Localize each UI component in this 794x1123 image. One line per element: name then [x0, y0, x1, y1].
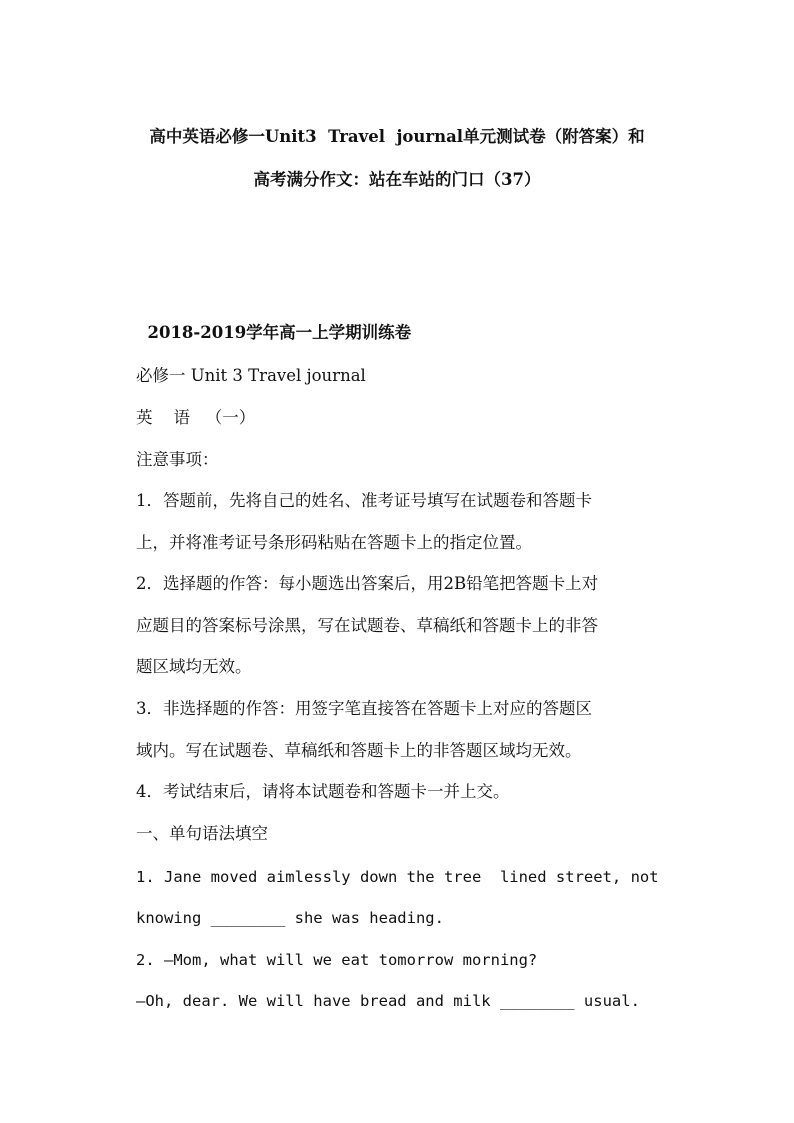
question-2-line-1: 2. —Mom, what will we eat tomorrow morning?: [136, 951, 538, 969]
question-1-line-2: knowing ________ she was heading.: [136, 909, 444, 927]
notice-item-3-line-1: 3．非选择题的作答：用签字笔直接答在答题卡上对应的答题区: [136, 699, 592, 718]
notice-item-4: 4．考试结束后，请将本试题卷和答题卡一并上交。: [136, 782, 510, 801]
document-title-line-1: 高中英语必修一Unit3 Travel journal单元测试卷（附答案）和: [149, 127, 645, 146]
notice-item-3-line-2: 域内。写在试题卷、草稿纸和答题卡上的非答题区域均无效。: [136, 741, 582, 760]
notice-item-2-line-2: 应题目的答案标号涂黑，写在试题卷、草稿纸和答题卡上的非答: [136, 616, 598, 635]
question-2-line-2: —Oh, dear. We will have bread and milk ________ usual.: [136, 992, 640, 1010]
subject-line: 英 语 （一）: [136, 408, 256, 427]
exam-heading: 2018-2019学年高一上学期训练卷: [136, 323, 412, 342]
notice-heading: 注意事项：: [136, 450, 219, 469]
section-heading: 一、单句语法填空: [136, 824, 268, 843]
unit-line: 必修一 Unit 3 Travel journal: [136, 366, 366, 385]
notice-item-1-line-2: 上，并将准考证号条形码粘贴在答题卡上的指定位置。: [136, 533, 532, 552]
question-1-line-1: 1. Jane moved aimlessly down the tree lined street, not: [136, 868, 659, 886]
notice-item-2-line-1: 2．选择题的作答：每小题选出答案后，用2B铅笔把答题卡上对: [136, 574, 599, 593]
notice-item-1-line-1: 1．答题前，先将自己的姓名、准考证号填写在试题卷和答题卡: [136, 491, 592, 510]
document-title-line-2: 高考满分作文：站在车站的门口（37）: [253, 170, 541, 189]
notice-item-2-line-3: 题区域均无效。: [136, 657, 252, 676]
